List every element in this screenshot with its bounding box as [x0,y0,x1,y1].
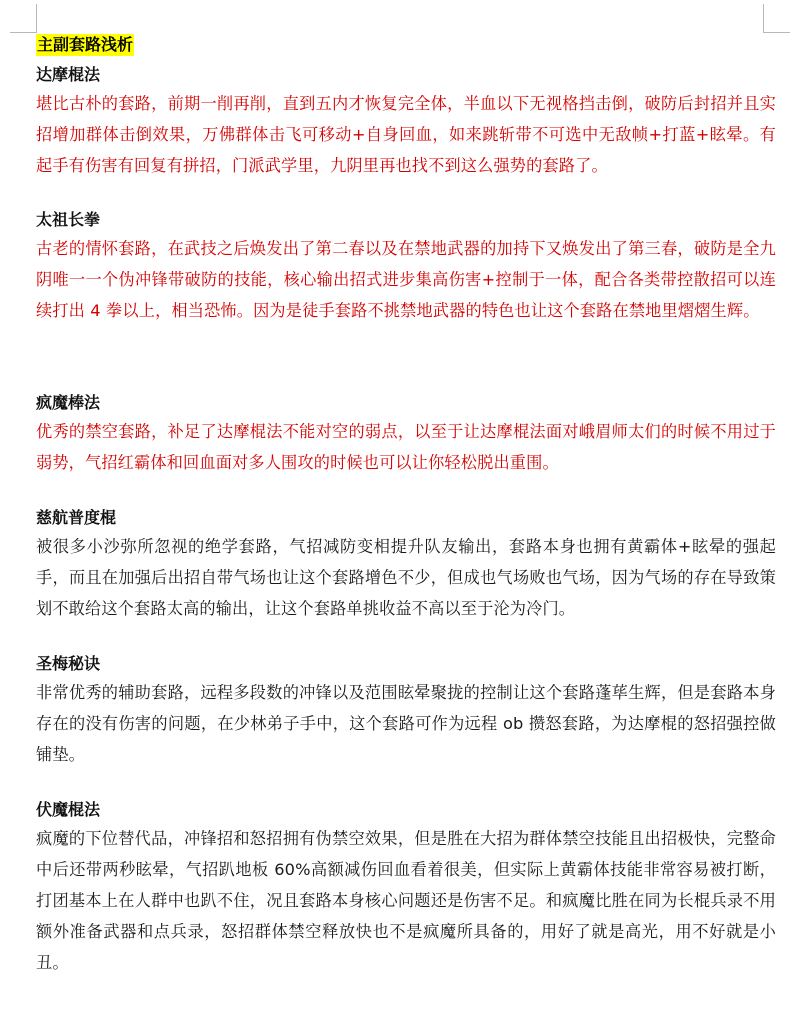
section-body: 堪比古朴的套路，前期一削再削，直到五内才恢复完全体，半血以下无视格挡击倒，破防后封招并且实招增加群体击倒效果，万佛群体击飞可移动+自身回血，如来跳斩带不可选中无敌帧+打蓝+眩晕。有起手有伤害有回复有拼招，门派武学里，九阴里再也找不到这么强势的套路了。 [36,94,776,175]
section-body: 被很多小沙弥所忽视的绝学套路，气招减防变相提升队友输出，套路本身也拥有黄霸体+眩晕的强起手，而且在加强后出招自带气场也让这个套路增色不少，但成也气场败也气场，因为气场的存在导致策划不敢给这个套路太高的输出，让这个套路单挑收益不高以至于沦为冷门。 [36,537,776,618]
section-fumo-gunfa [36,799,776,978]
title-row [36,34,776,56]
section-heading: 太祖长拳 [36,210,101,229]
document-title: 主副套路浅析 [37,35,134,54]
section-heading: 达摩棍法 [36,65,101,84]
section-body: 古老的情怀套路，在武技之后焕发出了第二春以及在禁地武器的加持下又焕发出了第三春，破防是全九阴唯一一个伪冲锋带破防的技能，核心输出招式进步集高伤害+控制于一体，配合各类带控散招可以连续打出 4 拳以上，相当恐怖。因为是徒手套路不挑禁地武器的特色也让这个套路在禁地里熠熠生辉。 [36,239,776,320]
section-heading: 慈航普度棍 [36,508,117,527]
section-shengmei-mijue [36,653,776,770]
section-heading: 伏魔棍法 [36,800,101,819]
section-body: 疯魔的下位替代品，冲锋招和怒招拥有伪禁空效果，但是胜在大招为群体禁空技能且出招极快，完整命中后还带两秒眩晕，气招趴地板 60%高额减伤回血看着很美，但实际上黄霸体技能非常容易被打断，打团基本上在人群中也趴不住，况且套路本身核心问题还是伤害不足。和疯魔比胜在同为长棍兵录不用额外准备武器和点兵录，怒招群体禁空释放快也不是疯魔所具备的，用好了就是高光，用不好就是小丑。 [36,829,776,972]
section-body: 非常优秀的辅助套路，远程多段数的冲锋以及范围眩晕聚拢的控制让这个套路蓬荜生辉，但是套路本身存在的没有伤害的问题，在少林弟子手中，这个套路可作为远程 ob 攒怒套路，为达摩棍的怒招强控做铺垫。 [36,683,776,764]
section-body: 优秀的禁空套路，补足了达摩棍法不能对空的弱点，以至于让达摩棍法面对峨眉师太们的时候不用过于弱势，气招红霸体和回血面对多人围攻的时候也可以让你轻松脱出重围。 [36,422,776,472]
document-content [36,34,776,978]
section-damo-gunfa [36,64,776,181]
crop-mark-top-right [763,4,790,33]
section-heading: 圣梅秘诀 [36,654,101,673]
section-heading: 疯魔棒法 [36,393,101,412]
section-cihang-puduGun [36,507,776,624]
crop-mark-top-left [10,4,37,33]
section-fengmo-bangfa [36,392,776,478]
section-taizu-changquan [36,209,776,326]
